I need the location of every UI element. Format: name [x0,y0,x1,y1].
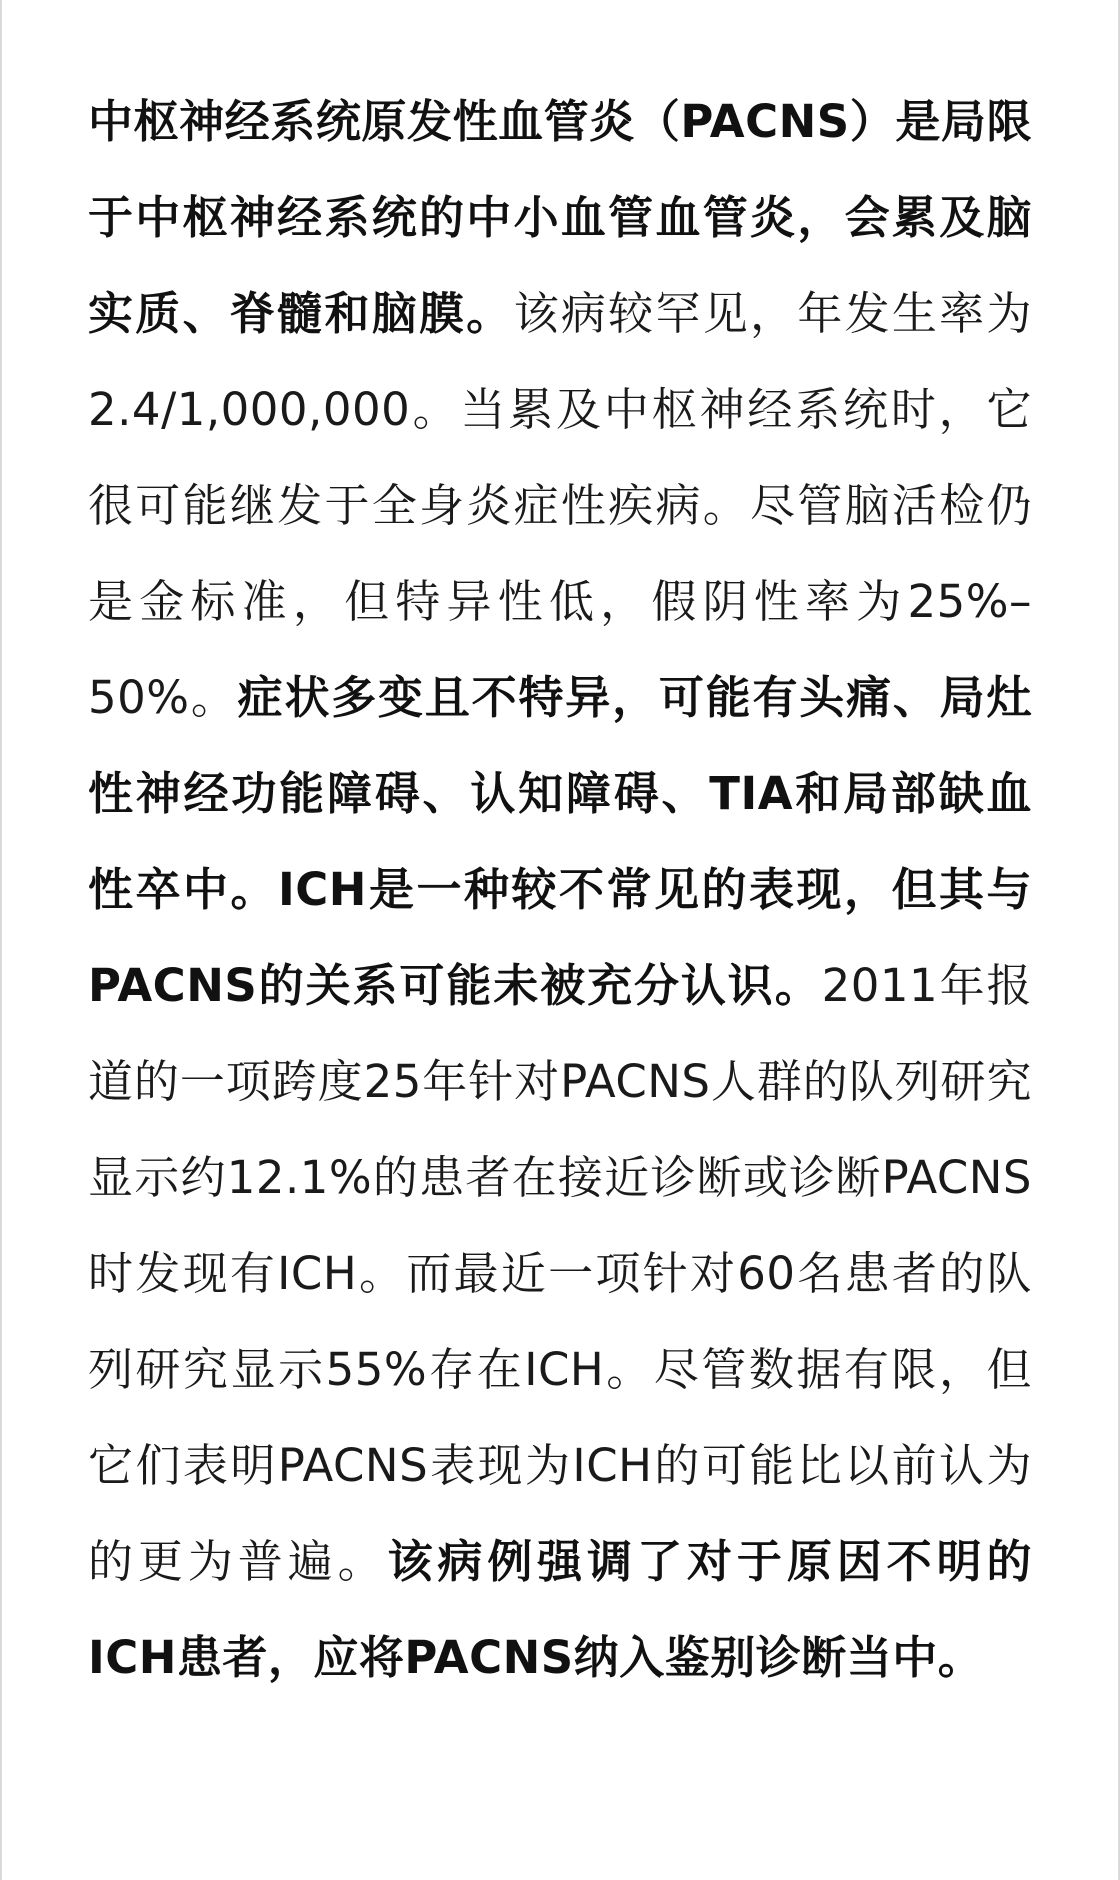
conclusion-text: 该病例强调了对于原因不明的ICH患者，应将PACNS纳入鉴别诊断当中。 [88,1535,1032,1684]
left-border [0,0,2,1880]
epidemiology-text: 该病较罕见，年发生率为2.4/1,000,000。当累及中枢神经系统时，它很可能继发于全身炎症性疾病。尽管脑活检仍是金标准，但特异性低，假阴性率为25%–50%。 [88,287,1032,724]
article-paragraph [88,74,1032,1706]
symptoms-text: 症状多变且不特异，可能有头痛、局灶性神经功能障碍、认知障碍、TIA和局部缺血性卒中。ICH是一种较不常见的表现，但其与PACNS的关系可能未被充分认识。 [88,671,1032,1012]
definition-sentence: 中枢神经系统原发性血管炎（PACNS）是局限于中枢神经系统的中小血管血管炎，会累及脑实质、脊髓和脑膜。 [88,95,1032,340]
cohort-study-text: 2011年报道的一项跨度25年针对PACNS人群的队列研究显示约12.1%的患者在接近诊断或诊断PACNS时发现有ICH。而最近一项针对60名患者的队列研究显示55%存在ICH。尽管数据有限，但它们表明PACNS表现为ICH的可能比以前认为的更为普遍。 [88,959,1032,1588]
